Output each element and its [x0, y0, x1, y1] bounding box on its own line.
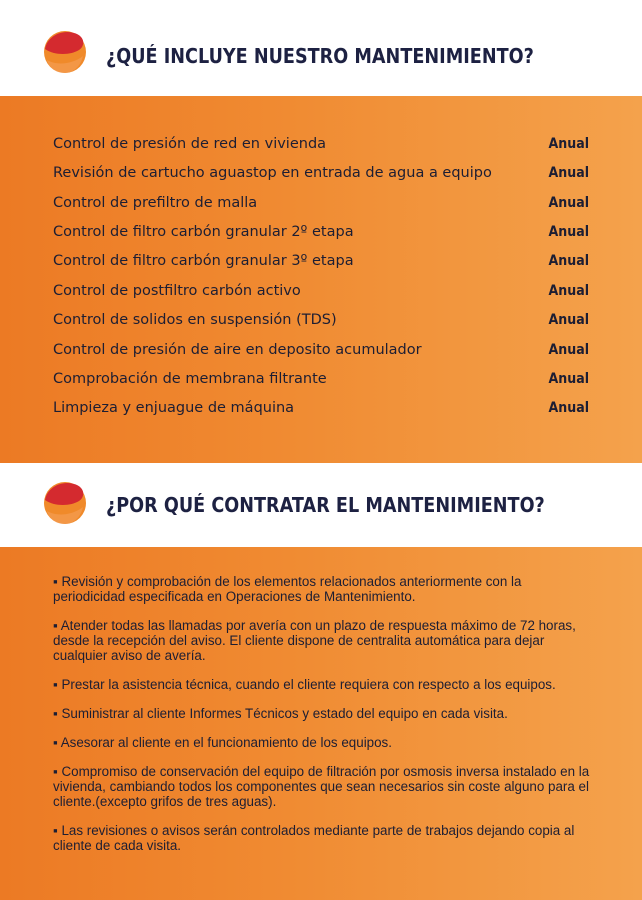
section2-title: ¿POR QUÉ CONTRATAR EL MANTENIMIENTO? — [106, 493, 545, 517]
item-label: Control de presión de aire en deposito acumulador — [53, 342, 422, 358]
list-item: ▪ Las revisiones o avisos serán controlados mediante parte de trabajos dejando copia al cliente de cada visita. — [53, 823, 575, 853]
item-label: Control de prefiltro de malla — [53, 195, 258, 211]
list-item — [53, 162, 589, 184]
item-frequency: Anual — [548, 400, 589, 416]
item-frequency: Anual — [548, 253, 589, 269]
list-item — [53, 192, 589, 214]
item-label: Control de filtro carbón granular 2º etapa — [53, 224, 354, 240]
item-frequency: Anual — [548, 283, 589, 299]
logo-icon — [43, 30, 87, 74]
list-item: ▪ Prestar la asistencia técnica, cuando el cliente requiera con respecto a los equipos. — [53, 677, 556, 692]
list-item — [53, 221, 589, 243]
item-label: Control de postfiltro carbón activo — [53, 283, 301, 299]
item-label: Control de filtro carbón granular 3º etapa — [53, 253, 354, 269]
list-item: ▪ Compromiso de conservación del equipo de filtración por osmosis inversa instalado en la vivienda, cambiando todos los componentes que sean necesarios sin coste alguno para el cliente.(excepto grifos de tres aguas). — [53, 764, 590, 809]
list-item: ▪ Asesorar al cliente en el funcionamiento de los equipos. — [53, 735, 392, 750]
list-item — [53, 397, 589, 419]
item-frequency: Anual — [548, 312, 589, 328]
section1-title: ¿QUÉ INCLUYE NUESTRO MANTENIMIENTO? — [106, 44, 534, 68]
item-label: Control de presión de red en vivienda — [53, 136, 327, 152]
benefits-list — [53, 574, 593, 867]
item-frequency: Anual — [548, 224, 589, 240]
item-label: Limpieza y enjuague de máquina — [53, 400, 295, 416]
item-frequency: Anual — [548, 371, 589, 387]
item-frequency: Anual — [548, 165, 589, 181]
list-item — [53, 280, 589, 302]
item-frequency: Anual — [548, 195, 589, 211]
list-item — [53, 339, 589, 361]
item-label: Comprobación de membrana filtrante — [53, 371, 327, 387]
item-frequency: Anual — [548, 342, 589, 358]
list-item — [53, 368, 589, 390]
list-item: ▪ Revisión y comprobación de los elementos relacionados anteriormente con la periodicidad especificada en Operaciones de Mantenimiento. — [53, 574, 522, 604]
logo-icon — [43, 481, 87, 525]
list-item — [53, 309, 589, 331]
item-label: Revisión de cartucho aguastop en entrada de agua a equipo — [53, 165, 492, 181]
list-item — [53, 250, 589, 272]
item-frequency: Anual — [548, 136, 589, 152]
item-label: Control de solidos en suspensión (TDS) — [53, 312, 337, 328]
list-item: ▪ Suministrar al cliente Informes Técnicos y estado del equipo en cada visita. — [53, 706, 508, 721]
list-item: ▪ Atender todas las llamadas por avería con un plazo de respuesta máximo de 72 horas, desde la recepción del aviso. El cliente dispone de centralita automática para dejar cualquier aviso de avería. — [53, 618, 576, 663]
list-item — [53, 133, 589, 155]
